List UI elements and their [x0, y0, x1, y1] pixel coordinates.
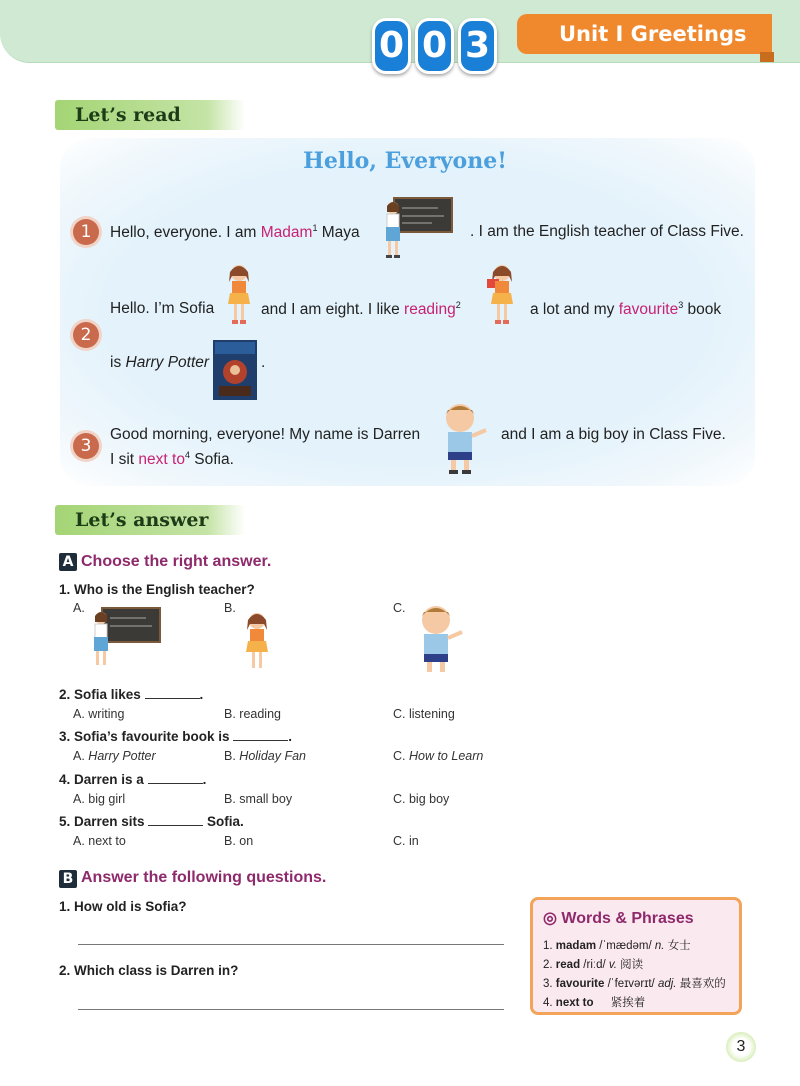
circle-icon: ◎: [543, 910, 557, 927]
paragraph-number: 3: [73, 433, 99, 459]
option-a: A.: [73, 601, 85, 615]
option-a: A. big girl: [73, 792, 126, 806]
page-code-digit: 0: [415, 18, 454, 74]
option-c-darren-image: [412, 602, 468, 678]
footnote-mark: 2: [455, 300, 461, 310]
paragraph-number: 2: [73, 322, 99, 348]
entry-number: 3.: [543, 978, 553, 990]
vocab-reading: reading: [404, 301, 456, 319]
answer-blank[interactable]: [145, 688, 200, 699]
entry-pos: n.: [654, 940, 665, 952]
text: Maya: [317, 224, 360, 242]
answer-blank[interactable]: [148, 815, 203, 826]
words-phrases-box: [530, 897, 742, 1015]
entry-meaning: 紧挨着: [610, 997, 646, 1009]
text: 4. Darren is a: [59, 772, 148, 787]
part-b-heading: Answer the following questions.: [81, 869, 327, 886]
text: .: [202, 772, 207, 787]
question-5: [59, 814, 244, 829]
part-b-label: B: [59, 870, 77, 888]
entry-meaning: 女士: [667, 940, 691, 952]
entry-number: 1.: [543, 940, 553, 952]
word-entry: [543, 956, 643, 972]
word-entry: [543, 937, 691, 953]
teacher-illustration: [378, 196, 454, 266]
option-b: B. reading: [224, 707, 281, 721]
page-number: 3: [726, 1032, 756, 1062]
entry-meaning: 最喜欢的: [679, 978, 726, 990]
sofia-reading-illustration: [485, 262, 519, 326]
paragraph-1-part-b: . I am the English teacher of Class Five.: [470, 223, 744, 240]
question-b2: 2. Which class is Darren in?: [59, 963, 239, 978]
option-b: B.: [224, 601, 236, 615]
question-b1: 1. How old is Sofia?: [59, 899, 187, 914]
paragraph-3-part-b: and I am a big boy in Class Five.: [501, 426, 726, 443]
darren-illustration: [436, 400, 492, 476]
entry-number: 4.: [543, 997, 553, 1009]
text: .: [288, 729, 293, 744]
vocab-madam: Madam: [260, 224, 313, 242]
paragraph-2-part-d: [110, 354, 209, 372]
text: Holiday Fan: [239, 749, 306, 763]
option-c: C. listening: [393, 707, 455, 721]
entry-word: madam: [555, 940, 597, 952]
text: 3. Sofia’s favourite book is: [59, 729, 234, 744]
entry-pos: adj.: [657, 978, 677, 990]
entry-word: next to: [555, 997, 594, 1009]
text: Hello, everyone. I am: [110, 224, 261, 242]
option-c: [393, 749, 483, 763]
text: How to Learn: [408, 749, 484, 763]
entry-meaning: 阅读: [620, 959, 644, 971]
question-2: [59, 687, 203, 702]
part-a-heading: Choose the right answer.: [81, 553, 272, 570]
text: 2. Sofia likes: [59, 687, 145, 702]
text: book: [683, 301, 722, 319]
option-a: A. writing: [73, 707, 125, 721]
words-title-text: Words & Phrases: [561, 910, 694, 927]
entry-phonetic: /riːd/: [583, 959, 606, 971]
text: A.: [73, 749, 89, 763]
text: C.: [393, 749, 409, 763]
option-b-sofia-image: [242, 610, 272, 674]
word-entry: [543, 975, 726, 991]
paragraph-2-part-e: .: [261, 354, 266, 371]
text: .: [199, 687, 204, 702]
footnote-mark: 4: [184, 450, 190, 460]
part-a-label: A: [59, 553, 77, 571]
book-title: Harry Potter: [125, 354, 210, 371]
lets-answer-ribbon: Let’s answer: [55, 505, 245, 535]
paragraph-3-part-a: Good morning, everyone! My name is Darren: [110, 426, 421, 443]
entry-word: read: [555, 959, 581, 971]
vocab-favourite: favourite: [618, 301, 679, 319]
sofia-illustration: [224, 262, 254, 326]
page-code-digit: 3: [458, 18, 497, 74]
option-b: [224, 749, 306, 763]
text: is: [110, 354, 126, 371]
text: Sofia.: [203, 814, 244, 829]
option-a: A. next to: [73, 834, 126, 848]
option-c: C. in: [393, 834, 419, 848]
text: B.: [224, 749, 240, 763]
vocab-next-to: next to: [138, 451, 185, 469]
unit-title-tab: Unit I Greetings: [517, 14, 772, 54]
page-code: [372, 18, 497, 74]
page-code-digit: 0: [372, 18, 411, 74]
question-4: [59, 772, 206, 787]
paragraph-1-part-a: [110, 223, 360, 242]
option-b: B. small boy: [224, 792, 293, 806]
question-1: 1. Who is the English teacher?: [59, 582, 255, 597]
option-a-teacher-image: [86, 604, 162, 674]
option-c: C.: [393, 601, 406, 615]
entry-pos: v.: [608, 959, 617, 971]
option-a: [73, 749, 156, 763]
answer-blank[interactable]: [233, 730, 288, 741]
text: I sit: [110, 451, 139, 469]
paragraph-2-part-a: Hello. I’m Sofia: [110, 300, 215, 317]
entry-phonetic: /ˈmædəm/: [599, 940, 652, 952]
paragraph-2-part-b: [261, 300, 461, 319]
lets-read-ribbon: Let’s read: [55, 100, 245, 130]
option-c: C. big boy: [393, 792, 450, 806]
paragraph-2-part-c: [530, 300, 721, 319]
words-title: [543, 908, 694, 928]
answer-line[interactable]: [78, 1009, 504, 1010]
text: Sofia.: [189, 451, 234, 469]
reading-title: Hello, Everyone!: [303, 148, 507, 174]
text: 5. Darren sits: [59, 814, 149, 829]
footnote-mark: 3: [678, 300, 684, 310]
option-b: B. on: [224, 834, 254, 848]
text: and I am eight. I like: [261, 301, 405, 319]
entry-number: 2.: [543, 959, 553, 971]
entry-word: favourite: [555, 978, 605, 990]
answer-blank[interactable]: [148, 773, 203, 784]
question-3: [59, 729, 292, 744]
word-entry: [543, 994, 645, 1010]
harry-potter-book-cover: [213, 340, 257, 400]
text: a lot and my: [530, 301, 619, 319]
paragraph-3-part-c: [110, 450, 234, 469]
answer-line[interactable]: [78, 944, 504, 945]
footnote-mark: 1: [312, 223, 318, 233]
entry-phonetic: /ˈfeɪvərɪt/: [607, 978, 655, 990]
paragraph-number: 1: [73, 219, 99, 245]
text: Harry Potter: [88, 749, 156, 763]
